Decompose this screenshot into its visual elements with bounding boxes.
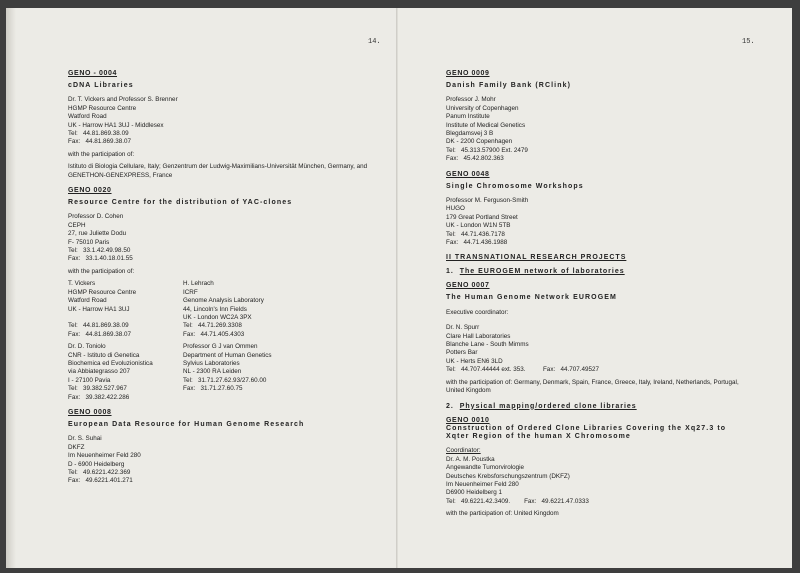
- project-title: The Human Genome Network EUROGEM: [446, 294, 617, 302]
- contact-block: Dr. A. M. Poustka Angewandte Tumorvirologie Deutsches Krebsforschungszentrum (DKFZ) Im Neuenheimer Feld 280 D6900 Heidelberg 1 Tel: 49.6221.42.3409. Fax: 49.6221.47.0333: [446, 455, 589, 505]
- project-code: GENO 0010: [446, 416, 490, 424]
- participation-text: with the participation of: United Kingdom: [446, 510, 559, 518]
- participation-label: with the participation of:: [68, 150, 135, 158]
- page-shadow: [6, 8, 16, 568]
- partner-block: Dr. D. Toniolo CNR - Istituto di Genetica Biochemica ed Evoluzionistica via Abbiategrasso 207 I - 27100 Pavia Tel: 39.382.527.967 Fax: 39.382.422.286: [68, 343, 153, 401]
- partner-block: Professor G J van Ommen Department of Human Genetics Sylvius Laboratories NL - 2300 RA Leiden Tel: 31.71.27.62.93/27.60.00 Fax: 31.71.27.60.75: [183, 343, 272, 393]
- coordinator-label: Coordinator:: [446, 447, 481, 455]
- contact-block: Dr. T. Vickers and Professor S. Brenner HGMP Resource Centre Watford Road UK - Harrow HA1 3UJ - Middlesex Tel: 44.81.869.38.09 Fax: 44.81.869.38.07: [68, 96, 178, 146]
- page-number: 14.: [368, 38, 381, 46]
- right-page: [400, 8, 792, 568]
- participation-label: with the participation of:: [68, 267, 135, 275]
- contact-block: Professor M. Ferguson-Smith HUGO 179 Great Portland Street UK - London W1N 5TB Tel: 44.71.436.7178 Fax: 44.71.436.1988: [446, 197, 529, 247]
- left-page: [6, 8, 398, 568]
- project-title: Danish Family Bank (RClink): [446, 82, 571, 89]
- project-code: GENO 0048: [446, 170, 490, 178]
- partner-block: H. Lehrach ICRF Genome Analysis Laboratory 44, Lincoln's Inn Fields UK - London WC2A 3PX Tel: 44.71.269.3308 Fax: 44.71.405.4303: [183, 280, 264, 338]
- project-title: Construction of Ordered Clone Libraries Covering the Xq27.3 to Xqter Region of the human X Chromosome: [446, 424, 727, 440]
- contact-block: Dr. N. Spurr Clare Hall Laboratories Blanche Lane - South Mimms Potters Bar UK - Herts EN6 3LD Tel: 44.707.44444 ext. 353. Fax: 44.707.49527: [446, 324, 599, 374]
- partner-block: T. Vickers HGMP Resource Centre Watford Road UK - Harrow HA1 3UJ Tel: 44.81.869.38.09 Fax: 44.81.869.38.07: [68, 280, 137, 338]
- project-code: GENO 0008: [68, 408, 112, 416]
- contact-block: Dr. S. Suhai DKFZ Im Neuenheimer Feld 280 D - 6900 Heidelberg Tel: 49.6221.422.369 Fax: 49.6221.401.271: [68, 435, 141, 485]
- section-heading: II TRANSNATIONAL RESEARCH PROJECTS: [446, 254, 627, 262]
- subsection-heading: 1. The EUROGEM network of laboratories: [446, 268, 625, 276]
- partner-grid: [68, 343, 398, 402]
- project-code: GENO - 0004: [68, 70, 118, 77]
- right-column: [446, 70, 776, 519]
- left-column: [68, 70, 398, 486]
- subsection-heading: 2. Physical mapping/ordered clone libraries: [446, 402, 637, 410]
- contact-block: Professor J. Mohr University of Copenhagen Panum Institute Institute of Medical Genetics Blegdamsvej 3 B DK - 2200 Copenhagen Tel: 45.313.57900 Ext. 2479 Fax: 45.42.802.363: [446, 96, 528, 163]
- project-code: GENO 0009: [446, 70, 490, 77]
- participation-text: Istituto di Biologia Cellulare, Italy; Genzentrum der Ludwig-Maximilians-Universität München, Germany, and GENETHON-GENEXPRESS, France: [68, 163, 368, 179]
- project-title: Single Chromosome Workshops: [446, 182, 584, 190]
- contact-block: Professor D. Cohen CEPH 27, rue Juliette Dodu F- 75010 Paris Tel: 33.1.42.49.98.50 Fax: 33.1.40.18.01.55: [68, 213, 133, 263]
- coordinator-label: Executive coordinator:: [446, 308, 509, 316]
- project-title: European Data Resource for Human Genome Research: [68, 420, 305, 428]
- project-title: Resource Centre for the distribution of YAC-clones: [68, 199, 293, 207]
- project-code: GENO 0007: [446, 282, 490, 290]
- project-title: cDNA Libraries: [68, 82, 134, 89]
- page-number: 15.: [742, 38, 755, 46]
- partner-grid: [68, 280, 398, 339]
- participation-text: with the participation of: Germany, Denmark, Spain, France, Greece, Italy, Ireland, Netherlands, Portugal, United Kingdom: [446, 378, 739, 395]
- project-code: GENO 0020: [68, 187, 112, 195]
